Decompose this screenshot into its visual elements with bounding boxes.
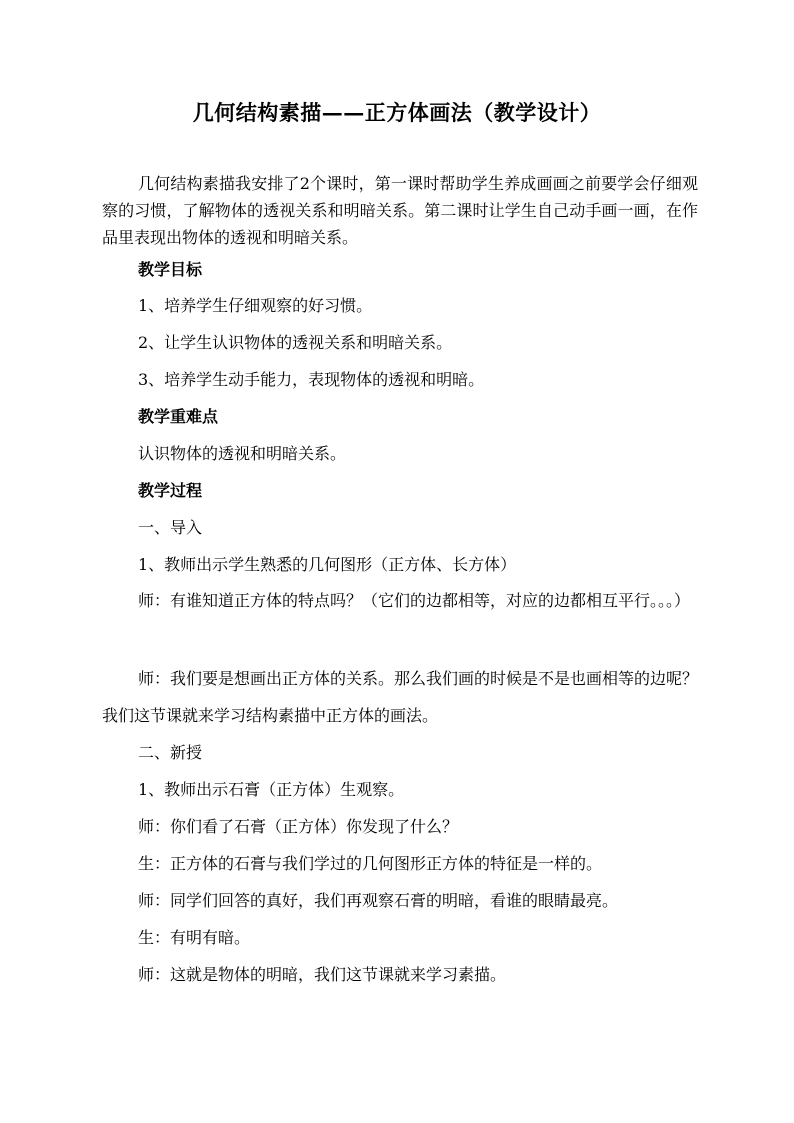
goal-item-2: 2、让学生认识物体的透视关系和明暗关系。 (138, 333, 453, 352)
dialog-line: 生：正方体的石膏与我们学过的几何图形正方体的特征是一样的。 (138, 854, 603, 873)
goals-heading: 教学目标 (138, 260, 203, 279)
document-title: 几何结构素描——正方体画法（教学设计） (192, 100, 602, 125)
dialog-line: 师：你们看了石膏（正方体）你发现了什么？ (138, 817, 459, 836)
section-item: 1、教师出示石膏（正方体）生观察。 (138, 780, 405, 799)
section-item: 1、教师出示学生熟悉的几何图形（正方体、长方体） (138, 555, 517, 574)
goal-item-1: 1、培养学生仔细观察的好习惯。 (138, 296, 373, 315)
difficulty-heading: 教学重难点 (138, 407, 219, 426)
goal-item-3: 3、培养学生动手能力，表现物体的透视和明暗。 (138, 370, 485, 389)
dialog-line: 师：这就是物体的明暗，我们这节课就来学习素描。 (138, 965, 507, 984)
dialog-paragraph: 师：有谁知道正方体的特点吗？（它们的边都相等，对应的边都相互平行。。。） (138, 591, 691, 610)
dialog-line: 师：同学们回答的真好，我们再观察石膏的明暗，看谁的眼睛最亮。 (138, 891, 619, 910)
process-heading: 教学过程 (138, 481, 203, 500)
dialog-line: 生：有明有暗。 (138, 928, 251, 947)
section-heading-new: 二、新授 (138, 743, 203, 762)
difficulty-text: 认识物体的透视和明暗关系。 (138, 444, 347, 463)
section-heading-intro: 一、导入 (138, 518, 203, 537)
dialog-paragraph: 师：我们要是想画出正方体的关系。那么我们画的时候是不是也画相等的边呢？我们这节课就来学习结构素描中正方体的画法。 (102, 669, 699, 725)
intro-paragraph: 几何结构素描我安排了2个课时，第一课时帮助学生养成画画之前要学会仔细观察的习惯，了解物体的透视关系和明暗关系。第二课时让学生自己动手画一画，在作品里表现出物体的透视和明暗关系。 (102, 174, 698, 247)
